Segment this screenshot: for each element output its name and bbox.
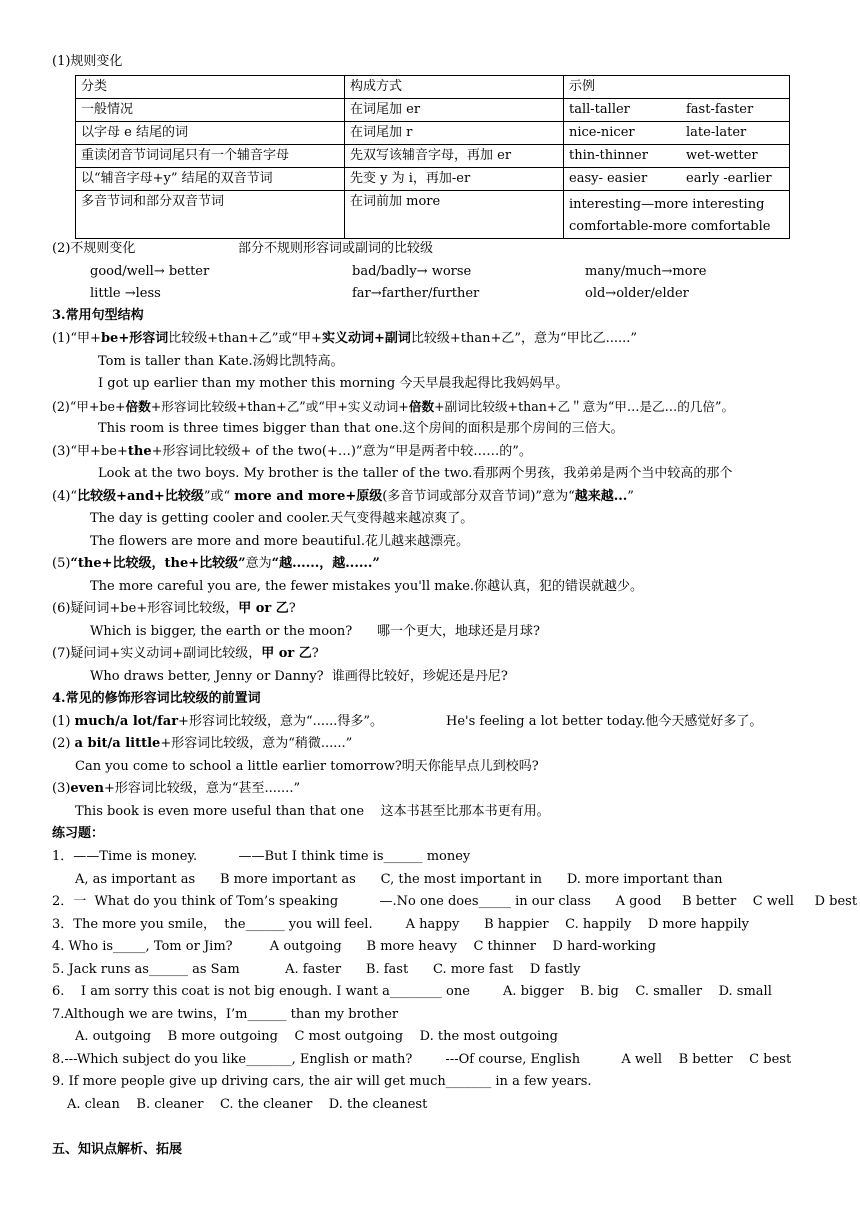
example-word: comfortable-more comfortable [569,219,771,234]
table-cell-method: 先双写该辅音字母，再加 er [345,145,564,168]
pattern-line [52,399,734,415]
exercises-title: 练习题： [52,826,105,841]
pattern-line [52,331,637,347]
example-sentence: Who draws better, Jenny or Danny? 谁画得比较好，珍妮还是丹尼? [90,669,508,684]
text: (1) [52,714,75,729]
bold-text: 甲 or 乙 [261,646,312,661]
bold-text: “越......，越......” [271,556,380,571]
table-cell-category: 重读闭音节词词尾只有一个辅音字母 [76,145,345,168]
text: (3) [52,781,71,796]
example-sentence: Look at the two boys. My brother is the taller of the two.看那两个男孩，我弟弟是两个当中较高的那个 [98,466,733,481]
text: 比较级+than+乙”或“甲+ [168,331,322,346]
table-header-row [76,76,790,99]
text: (2) [52,736,75,751]
table-row [76,99,790,122]
bold-text: a bit/a little [74,736,161,751]
bold-text: the [127,444,152,459]
pattern-line [52,646,319,662]
table-cell-examples [564,191,790,239]
table-cell-method: 先变 y 为 i，再加-er [345,168,564,191]
exercise-question: 7.Although we are twins，I’m______ than my brother [52,1007,399,1022]
irregular-item: many/much→more [585,264,707,279]
text: +副词比较级+than+乙＂意为“甲…是乙…的几倍”。 [434,399,735,414]
example-sentence: Can you come to school a little earlier tomorrow?明天你能早点儿到校吗? [75,759,539,774]
text: ? [288,601,296,616]
irregular-item: good/well→ better [90,264,210,279]
table-cell-examples [564,122,790,145]
example-sentence: He's feeling a lot better today.他今天感觉好多了。 [446,714,763,729]
table-cell-examples [564,145,790,168]
example-word: early -earlier [686,171,772,186]
table-cell-category: 以字母 e 结尾的词 [76,122,345,145]
pattern-line [52,781,300,797]
irregular-title: (2)不规则变化 [52,241,136,256]
table-row [76,122,790,145]
table-cell-method: 在词前加 more [345,191,564,239]
example-sentence: The flowers are more and more beautiful.花儿越来越漂亮。 [90,534,469,549]
irregular-item: old→older/elder [585,286,689,301]
text: ”或“ [203,489,235,504]
text: (2)“甲+be+ [52,399,126,414]
example-sentence: Which is bigger, the earth or the moon? 哪一个更大，地球还是月球? [90,624,540,639]
example-sentence: This book is even more useful than that one 这本书甚至比那本书更有用。 [75,804,550,819]
text: (7)疑问词+实义动词+副词比较级， [52,646,262,661]
exercise-options: A. outgoing B more outgoing C most outgoing D. the most outgoing [75,1029,558,1044]
bold-text: 倍数 [408,399,435,414]
table-header: 构成方式 [345,76,564,99]
text: ” [627,489,634,504]
example-sentence: This room is three times bigger than that one.这个房间的面积是那个房间的三倍大。 [98,421,624,436]
irregular-note: 部分不规则形容词或副词的比较级 [238,241,434,256]
example-word: wet-wetter [686,148,758,163]
example-word: tall-taller [569,102,630,117]
irregular-item: little →less [90,286,161,301]
table-cell-method: 在词尾加 r [345,122,564,145]
text: (6)疑问词+be+形容词比较级， [52,601,239,616]
text: +形容词比较级，意为“......得多”。 [178,714,384,729]
text: (1)“甲+ [52,331,101,346]
table-header: 分类 [76,76,345,99]
bold-text: much/a lot/far [74,714,179,729]
text: (3)“甲+be+ [52,444,128,459]
table-row [76,145,790,168]
pattern-line [52,489,634,505]
section-heading: 4.常见的修饰形容词比较级的前置词 [52,691,261,706]
example-sentence: The more careful you are, the fewer mistakes you'll make.你越认真，犯的错误就越少。 [90,579,644,594]
bold-text: “the+比较级，the+比较级” [70,556,246,571]
exercise-question: 9. If more people give up driving cars, the air will get much_______ in a few years. [52,1074,592,1089]
exercise-question: 1．——Time is money. ——But I think time is______ money [52,849,471,864]
text: 比较级+than+乙”，意为“甲比乙......” [410,331,638,346]
pattern-line [52,736,352,752]
table-cell-category: 以“辅音字母+y” 结尾的双音节词 [76,168,345,191]
exercise-question: 4. Who is_____, Tom or Jim? A outgoing B more heavy C thinner D hard-working [52,939,656,954]
text: +形容词比较级+ of the two(+…)”意为“甲是两者中较……的”。 [151,444,532,459]
table-cell-category: 一般情况 [76,99,345,122]
section-heading: 五、知识点解析、拓展 [52,1142,183,1157]
pattern-line [52,556,380,572]
example-sentence: I got up earlier than my mother this morning 今天早晨我起得比我妈妈早。 [98,376,569,391]
bold-text: more and more+原级 [234,489,383,504]
pattern-line [52,444,532,460]
exercise-options: A, as important as B more important as C, the most important in D. more important than [75,872,723,887]
text: (多音节词或部分双音节词)”意为“ [382,489,575,504]
bold-text: be+形容词 [100,331,169,346]
bold-text: even [70,781,104,796]
text: (5) [52,556,71,571]
example-sentence: The day is getting cooler and cooler.天气变得越来越凉爽了。 [90,511,474,526]
example-word: easy- easier [569,171,648,186]
table-row [76,191,790,239]
table-cell-category: 多音节词和部分双音节词 [76,191,345,239]
table-cell-examples [564,168,790,191]
comparative-rules-table [75,75,790,239]
exercise-question: 2．一 What do you think of Tom’s speaking —.No one does_____ in our class A good B better C well D best [52,894,858,909]
example-word: interesting—more interesting [569,197,765,212]
bold-text: 越来越... [574,489,628,504]
pattern-line [52,601,296,617]
table-cell-examples [564,99,790,122]
bold-text: 实义动词+副词 [321,331,411,346]
text: (4)“ [52,489,78,504]
irregular-item: bad/badly→ worse [352,264,472,279]
section-heading: 3.常用句型结构 [52,308,144,323]
text: ? [311,646,319,661]
bold-text: 甲 or 乙 [238,601,289,616]
exercise-question: 8.---Which subject do you like_______, English or math? ---Of course, English A well B better C best [52,1052,792,1067]
irregular-item: far→farther/further [352,286,480,301]
bold-text: 比较级+and+比较级 [77,489,204,504]
example-word: thin-thinner [569,148,648,163]
exercise-question: 6. I am sorry this coat is not big enough. I want a________ one A. bigger B. big C. smaller D. small [52,984,772,999]
bold-text: 倍数 [125,399,151,414]
example-word: fast-faster [686,102,754,117]
example-word: nice-nicer [569,125,635,140]
text: 意为 [245,556,272,571]
text: +形容词比较级，意为“稍微......” [160,736,353,751]
example-sentence: Tom is taller than Kate.汤姆比凯特高。 [98,354,344,369]
exercise-question: 5. Jack runs as______ as Sam A. faster B. fast C. more fast D fastly [52,962,581,977]
exercise-question: 3．The more you smile， the______ you will feel. A happy B happier C. happily D more happily [52,917,750,932]
pattern-line [52,714,383,730]
table-cell-method: 在词尾加 er [345,99,564,122]
exercise-options: A. clean B. cleaner C. the cleaner D. the cleanest [67,1097,428,1112]
section-regular-title: (1)规则变化 [52,54,123,69]
example-word: late-later [686,125,747,140]
text: +形容词比较级+than+乙”或“甲+实义动词+ [150,399,409,414]
text: +形容词比较级，意为“甚至.......” [103,781,301,796]
table-header: 示例 [564,76,790,99]
table-row [76,168,790,191]
